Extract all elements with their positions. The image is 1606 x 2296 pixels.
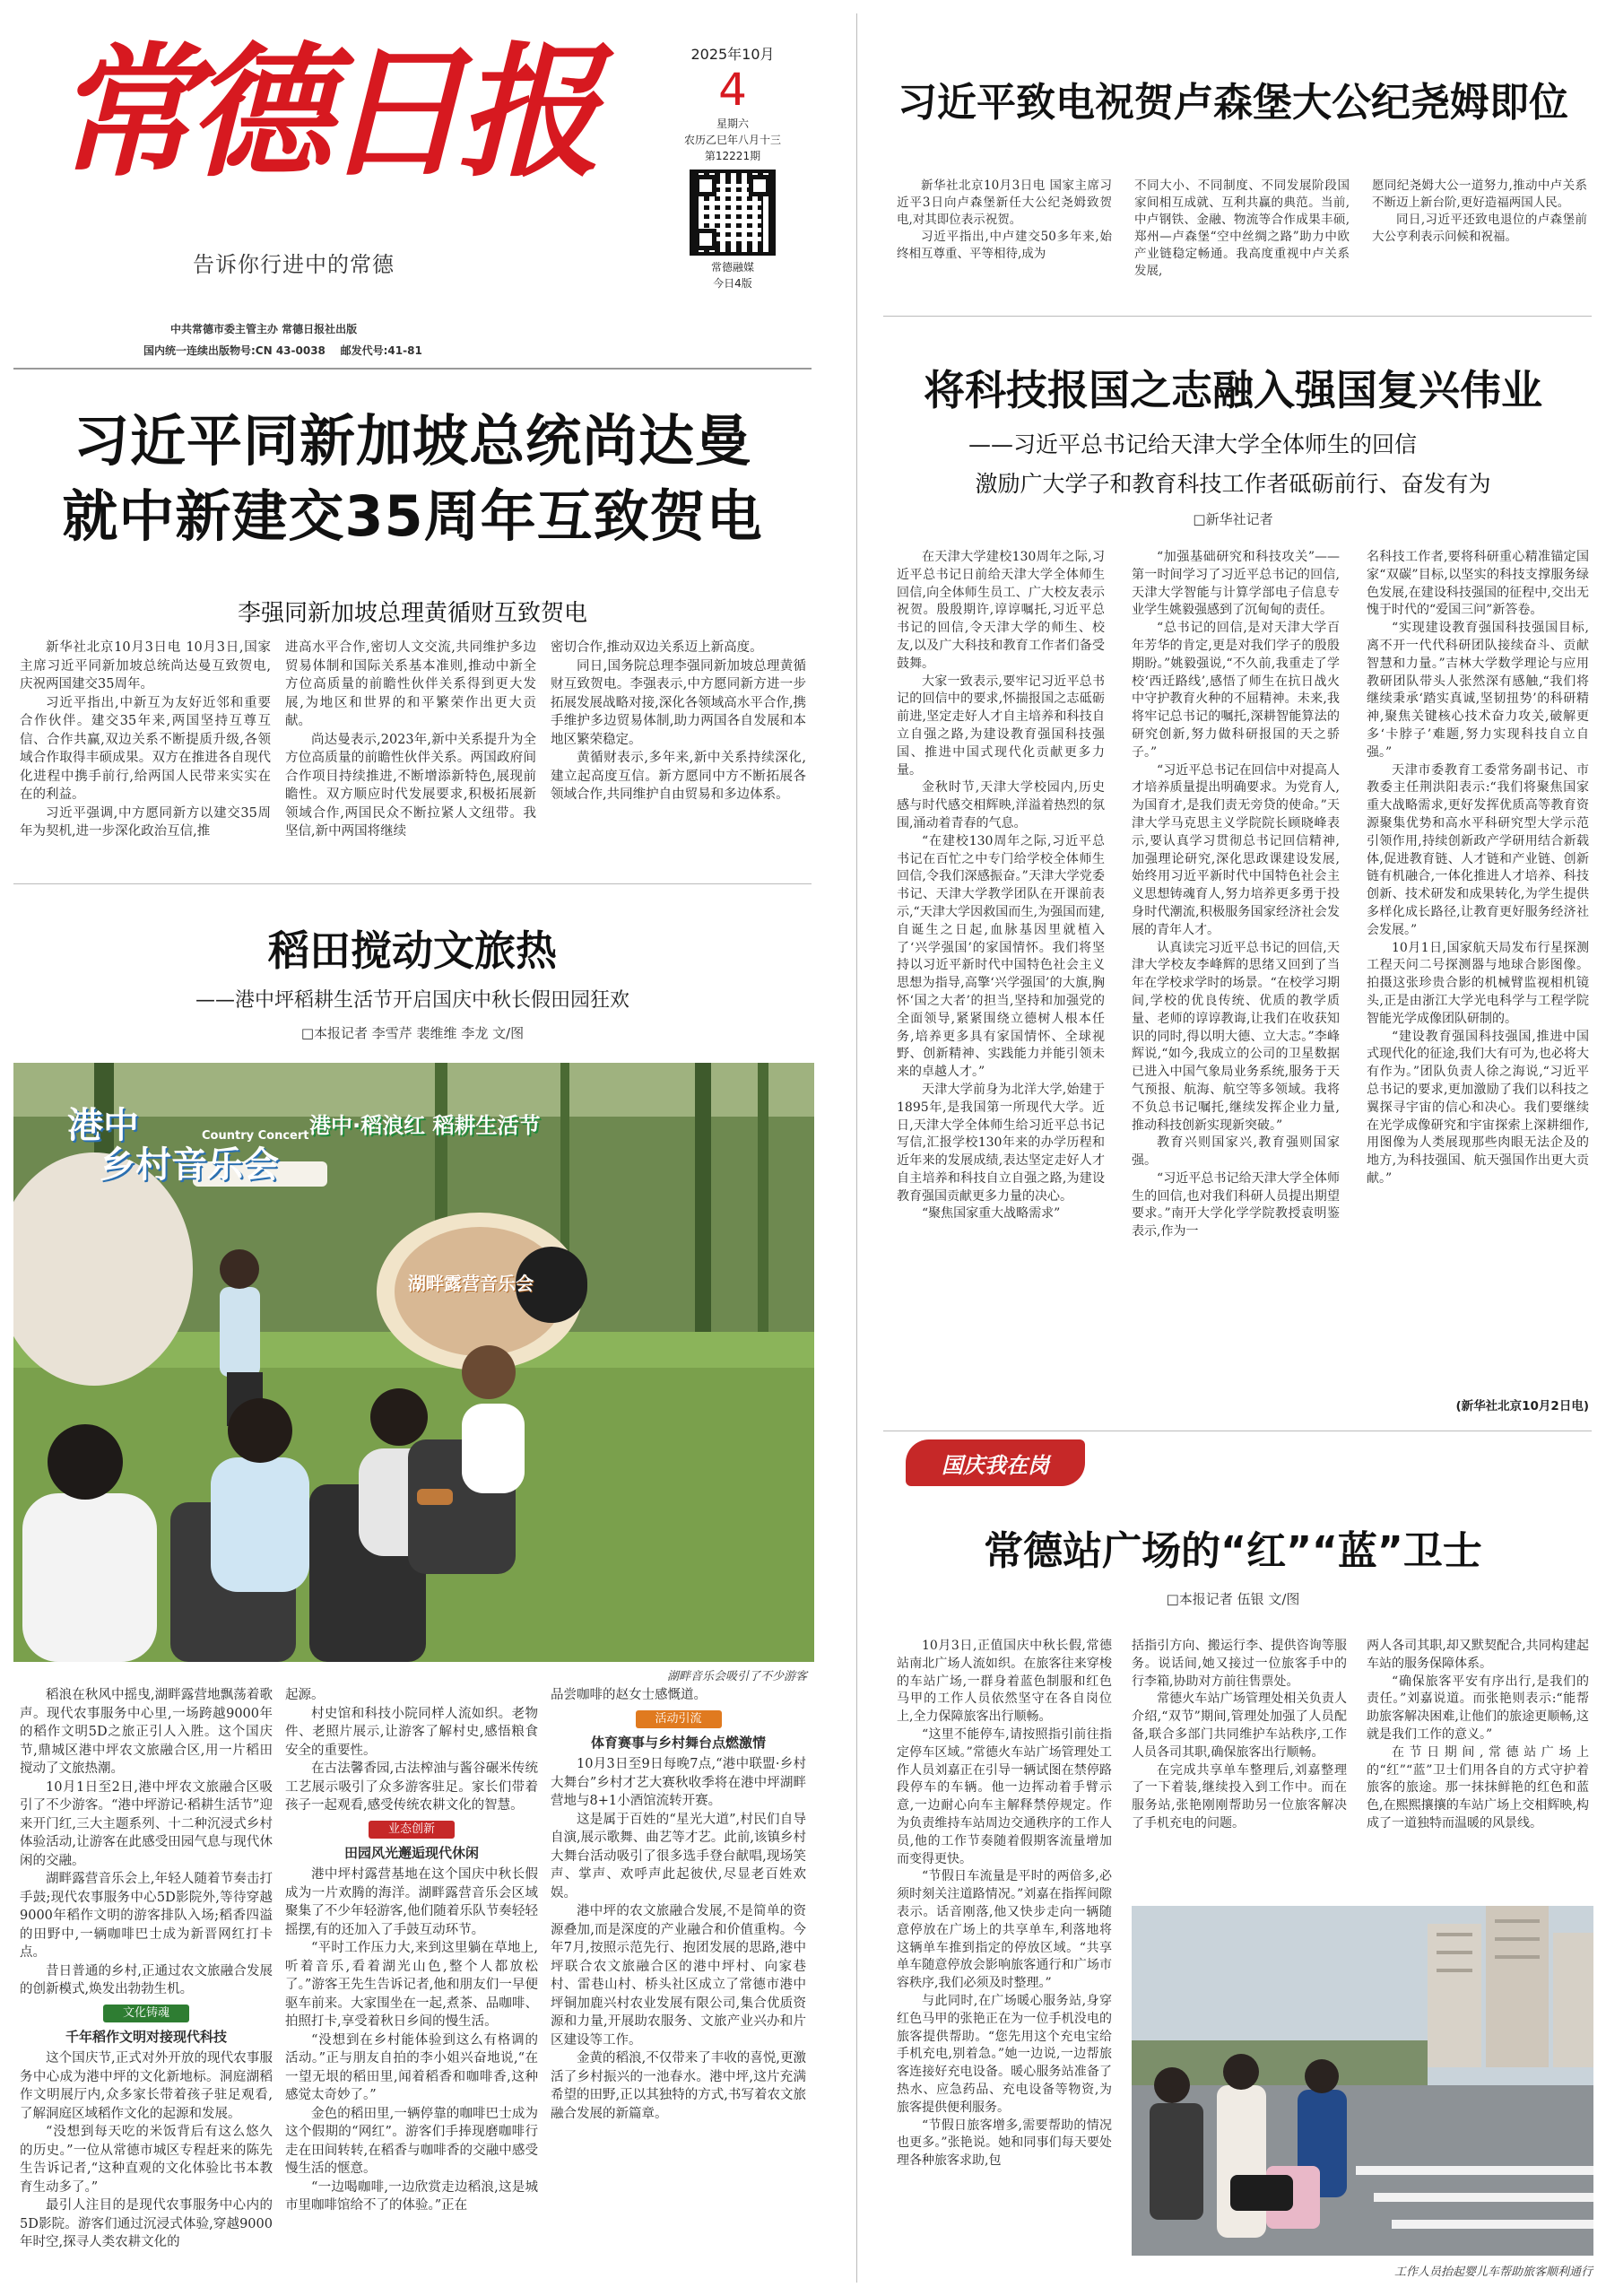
masthead — [0, 0, 812, 368]
station-headline: 常德站广场的“红”“蓝”卫士 — [984, 1528, 1482, 1574]
lead-para: 习近平指出,中新互为友好近邻和重要合作伙伴。建交35年来,两国坚持互尊互信、合作共赢,双边关系不断提质升级,各领域合作取得丰硕成果。双方在推进各自现代化进程中携手前行,给两国人民带来实实在在的利益。 — [20, 695, 271, 802]
lead-para: 黄循财表示,多年来,新中关系持续深化,建立起高度互信。新方愿同中方不断拓展各领域合作,共同维护自由贸易和多边体系。 — [551, 751, 806, 802]
station-para: 括指引方向、搬运行李、提供咨询等服务。说话间,她又接过一位旅客手中的行李箱,协助对方前往售票处。 — [1132, 1639, 1347, 1689]
tianjin-para: 10月1日,国家航天局发布行星探测工程天问二号探测器与地球合影图像。拍摄这张珍贵合影的机械臂监视相机镜头,正是由浙江大学光电科学与工程学院智能光学成像团队研制的。 — [1367, 940, 1589, 1026]
rice-para: 品尝咖啡的赵女士感慨道。 — [551, 1688, 707, 1702]
station-para: “确保旅客平安有序出行,是我们的责任。”刘嘉说道。而张艳则表示:“能帮助旅客解决困难,让他们的旅途更顺畅,这就是我们工作的意义。” — [1367, 1674, 1589, 1742]
rice-para: 港中坪村露营基地在这个国庆中秋长假成为一片欢腾的海洋。湖畔露营音乐会区域聚集了不少年轻游客,他们随着乐队节奏轻轻摇摆,有的还加入了手鼓互动环节。 — [285, 1867, 538, 1937]
tianjin-col-3 — [1367, 549, 1589, 1394]
lead-para: 进高水平合作,密切人文交流,共同维护多边贸易体制和国际关系基本准则,推动中新全方位高质量的前瞻性伙伴关系得到更大发展,为地区和世界的和平繁荣作出更大贡献。 — [285, 640, 536, 728]
tianjin-headline: 将科技报国之志融入强国复兴伟业 — [924, 366, 1542, 414]
issue-number: 第12221期 — [704, 150, 761, 162]
lead-headline — [18, 404, 807, 554]
congrats-para: 同日,习近平还致电退位的卢森堡前大公亨利表示问候和祝福。 — [1372, 213, 1587, 244]
rice-para: 起源。 — [285, 1688, 325, 1702]
qr-label: 常德融媒 — [710, 261, 754, 274]
tianjin-para: 认真读完习近平总书记的回信,天津大学校友李峰辉的思绪又回到了当年在学校求学时的场景。“在校学习期间,学校的优良传统、优质的教学质量、老师的谆谆教诲,让我们在收获知识的同时,得以明大德、立大志。”李峰辉说,“如今,我成立的公司的卫星数据已进入中国气象局业务系统,服务于天气预报、航海、航空等多领域。我将不负总书记嘱托,继续发挥企业力量,推动科技创新实现新突破。” — [1132, 940, 1340, 1133]
station-photo — [1132, 1906, 1593, 2256]
lead-headline-line2: 就中新建交35周年互致贺电 — [62, 483, 763, 549]
masthead-logo: 常德日报 — [54, 28, 593, 196]
date-weekday: 星期六 — [716, 117, 749, 130]
station-para: “这里不能停车,请按照指引前往指定停车区域。”常德火车站广场管理处工作人员刘嘉正在引导一辆试图在禁停路段停车的车辆。他一边挥动着手臂示意,一边耐心向车主解释禁停规定。作为负责维持车站周边交通秩序的工作人员,他的工作节奏随着假期客流量增加而变得更快。 — [897, 1726, 1112, 1866]
rice-para: 10月3日至9日每晚7点,“港中联盟·乡村大舞台”乡村才艺大赛秋收季将在港中坪湖畔营地与8+1小酒馆流转开赛。 — [551, 1757, 806, 1808]
rice-para: “没想到每天吃的米饭背后有这么悠久的历史。”一位从常德市城区专程赶来的陈先生告诉记者,“这种直观的文化体验比书本教育生动多了。” — [20, 2125, 273, 2195]
congrats-divider — [883, 316, 1592, 317]
section-tag-events: 活动引流 — [636, 1710, 722, 1728]
section-tag-innovation: 业态创新 — [369, 1821, 455, 1839]
station-byline: □本报记者 伍银 文/图 — [1166, 1591, 1300, 1607]
congrats-headline: 习近平致电祝贺卢森堡大公纪尧姆即位 — [898, 80, 1568, 126]
station-para: 与此同时,在广场暖心服务站,身穿红色马甲的张艳正在为一位手机没电的旅客提供帮助。“您先用这个充电宝给手机充电,别着急。”她一边说,一边帮旅客连接好充电设备。暖心服务站准备了热水、应急药品、充电设备等物资,为旅客提供便利服务。 — [897, 1993, 1112, 2115]
masthead-divider — [13, 368, 812, 370]
date-year-month: 2025年10月 — [690, 46, 775, 63]
rice-para: “一边喝咖啡,一边欣赏走边稻浪,这是城市里咖啡馆给不了的体验。”正在 — [285, 2179, 538, 2213]
tianjin-para: “总书记的回信,是对天津大学百年芳华的肯定,更是对我们学子的殷殷期盼。”姚毅强说,“不久前,我重走了学校‘西迁路线’,感悟了师生在抗日战火中守护教育火种的不屈精神。未来,我将牢记总书记的嘱托,深耕智能算法的研究创新,努力做科研报国的天之骄子。” — [1132, 621, 1340, 760]
date-lunar: 农历乙巳年八月十三 — [683, 134, 781, 146]
congrats-col-3 — [1372, 178, 1587, 303]
rice-col-1 — [20, 1686, 273, 2287]
photo-banner: 港中·稻浪红 稻耕生活节 — [309, 1113, 541, 1138]
tianjin-subtitle: ——习近平总书记给天津大学全体师生的回信 — [968, 431, 1418, 457]
tianjin-para: “建设教育强国科技强国,推进中国式现代化的征途,我们大有可为,也必将大有作为。”团队负责人徐之海说,“习近平总书记的要求,更加激励了我们以科技之翼探寻宇宙的信心和决心。我们要继续在光学成像研究和宇宙探索上深耕细作,用图像为人类展现那些肉眼无法企及的地方,为科技强国、航天强国作出更大贡献。” — [1367, 1029, 1589, 1186]
tianjin-para: 在天津大学建校130周年之际,习近平总书记日前给天津大学全体师生回信,向全体师生员工、广大校友表示祝贺。殷殷期许,谆谆嘱托,习近平总书记的回信,令天津大学的师生、校友,以及广大科技和教育工作者们备受鼓舞。 — [897, 550, 1105, 671]
station-para: “节假日车流量是平时的两倍多,必须时刻关注道路情况。”刘嘉在指挥间隙表示。话音刚落,他又快步走向一辆随意停放在广场上的共享单车,利落地将这辆单车推到指定的停放区域。“共享单车随意停放会影响旅客通行和广场市容秩序,我们必须及时整理。” — [897, 1869, 1112, 1991]
congrats-para: 新华社北京10月3日电 国家主席习近平3日向卢森堡新任大公纪尧姆致贺电,对其即位表示祝贺。 — [897, 178, 1112, 227]
masthead-cn-number: 国内统一连续出版物号:CN 43-0038 — [143, 344, 326, 357]
rice-para: 金黄的稻浪,不仅带来了丰收的喜悦,更激活了乡村振兴的一池春水。港中坪,这片充满希望的田野,正以其独特的方式,书写着农文旅融合发展的新篇章。 — [551, 2051, 806, 2121]
rice-para: 金色的稻田里,一辆停靠的咖啡巴士成为这个假期的“网红”。游客们手捧现磨咖啡行走在田间转转,在稻香与咖啡香的交融中感受慢生活的惬意。 — [285, 2106, 538, 2176]
lead-col-3 — [551, 639, 806, 870]
tianjin-para: “习近平总书记给天津大学全体师生的回信,也对我们科研人员提出期望要求。”南开大学化学学院教授袁明鉴表示,作为一 — [1132, 1170, 1340, 1239]
rice-photo-caption: 湖畔音乐会吸引了不少游客 — [666, 1670, 807, 1683]
masthead-cn — [143, 343, 422, 358]
lead-col-2 — [285, 639, 536, 870]
rice-para: 这是属于百姓的“星光大道”,村民们自导自演,展示歌舞、曲艺等才艺。此前,该镇乡村大舞台活动吸引了很多选手登台献唱,现场笑声、掌声、欢呼声此起彼伏,尽显老百姓欢娱。 — [551, 1812, 806, 1900]
tianjin-para: 金秋时节,天津大学校园内,历史感与时代感交相辉映,洋溢着热烈的氛围,涌动着青春的气息。 — [897, 780, 1105, 831]
photo-sign-line2: 乡村音乐会 — [100, 1144, 279, 1186]
tianjin-para: “聚焦国家重大战略需求” — [922, 1206, 1061, 1222]
rice-para: 10月1日至2日,港中坪农文旅融合区吸引了不少游客。“港中坪游记·稻耕生活节”迎来开门红,三大主题系列、十二种沉浸式乡村体验活动,让游客在此感受田园气息与现代休闲的交融。 — [20, 1779, 273, 1868]
tianjin-subtitle-2: 激励广大学子和教育科技工作者砥砺前行、奋发有为 — [975, 471, 1491, 497]
station-col-3 — [1367, 1638, 1589, 1907]
rice-para: 昔日普通的乡村,正通过农文旅融合发展的创新模式,焕发出勃勃生机。 — [20, 1963, 273, 1996]
rice-para: 湖畔露营音乐会上,年轻人随着节奏击打手鼓;现代农事服务中心5D影院外,等待穿越9000年稻作文明的游客排队入场;稻香四溢的田野中,一辆咖啡巴士成为新晋网红打卡点。 — [20, 1872, 273, 1960]
lead-col-1 — [20, 639, 271, 870]
rice-para: “平时工作压力大,来到这里躺在草地上,听着音乐,看着湖光山色,整个人都放松了。”游客王先生告诉记者,他和朋友们一早便驱车前来。大家围坐在一起,煮茶、品咖啡、拍照打卡,享受着秋日乡间的慢生活。 — [285, 1941, 538, 2029]
rice-byline: □本报记者 李雪芹 裴维维 李龙 文/图 — [300, 1025, 525, 1041]
station-col-1 — [897, 1638, 1112, 2283]
tianjin-col-2 — [1132, 549, 1340, 1419]
page-gutter — [856, 13, 857, 2283]
rice-subhead-1: 千年稻作文明对接现代科技 — [65, 2028, 227, 2045]
lead-subtitle: 李强同新加坡总理黄循财互致贺电 — [237, 600, 587, 627]
tianjin-byline: □新华社记者 — [1193, 511, 1273, 527]
tianjin-para: 大家一致表示,要牢记习近平总书记的回信中的要求,怀揣报国之志砥砺前进,坚定走好人才自主培养和科技自立自强之路,为建设教育强国科技强国、推进中国式现代化贡献更多力量。 — [897, 674, 1105, 778]
qr-code[interactable] — [690, 170, 776, 256]
rice-para: 这个国庆节,正式对外开放的现代农事服务中心成为港中坪的文化新地标。洞庭湖稻作文明展厅内,众多家长带着孩子驻足观看,了解洞庭区域稻作文化的起源和发展。 — [20, 2051, 273, 2121]
station-photo-scene — [1132, 1906, 1593, 2256]
lead-para: 密切合作,推动双边关系迈上新高度。 — [551, 640, 763, 655]
rice-subtitle: ——港中坪稻耕生活节开启国庆中秋长假田园狂欢 — [195, 989, 629, 1012]
date-day: 4 — [718, 64, 747, 116]
congrats-para: 不同大小、不同制度、不同发展阶段国家间相互成就、互利共赢的典范。当前,中卢钢铁、金融、物流等合作成果丰硕,郑州—卢森堡“空中丝绸之路”助力中欧产业链稳定畅通。我高度重视中卢关系发展, — [1134, 178, 1350, 278]
tianjin-para: 天津市委教育工委常务副书记、市教委主任荆洪阳表示:“我们将聚焦国家重大战略需求,更好发挥优质高等教育资源聚集优势和高水平科研究型大学示范引领作用,持续创新政产学研用结合新载体,促进教育链、人才链和产业链、创新链有机融合,一体化推进人才培养、科技创新、技术研发和成果转化,为学生提供多样化成长路径,让教育更好服务经济社会发展。” — [1367, 762, 1589, 937]
tianjin-col-1 — [897, 549, 1105, 1419]
tianjin-para: 教育兴则国家兴,教育强则国家强。 — [1132, 1135, 1340, 1169]
lead-para: 同日,国务院总理李强同新加坡总理黄循财互致贺电。李强表示,中方愿同新方进一步拓展发展战略对接,深化各领域高水平合作,携手维护多边贸易体制,助力两国各自发展和本地区繁荣稳定。 — [551, 658, 806, 747]
tianjin-para: “在建校130周年之际,习近平总书记在百忙之中专门给学校全体师生回信,令我们深感振奋。”天津大学党委书记、天津大学教学团队在开课前表示,“天津大学因救国而生,为强国而建,自诞生之日起,血脉基因里就植入了‘兴学强国’的家国情怀。我们将坚持以习近平新时代中国特色社会主义思想为指导,高擎‘兴学强国’的大旗,胸怀‘国之大者’的担当,坚持和加强党的全面领导,紧紧围绕立德树人根本任务,培养更多具有家国情怀、全球视野、创新精神、实践能力并能引领未来的卓越人才。” — [897, 833, 1105, 1080]
tianjin-para: 名科技工作者,要将科研重心精准锚定国家“双碳”目标,以坚实的科技支撑服务绿色发展,在建设科技强国的征程中,交出无愧于时代的“爱国三问”新答卷。 — [1367, 550, 1589, 618]
rice-subhead-2: 田园风光邂逅现代休闲 — [343, 1844, 479, 1861]
tianjin-para: “加强基础研究和科技攻关”——第一时间学习了习近平总书记的回信,天津大学智能与计算学部电子信息专业学生姚毅强感到了沉甸甸的责任。 — [1132, 550, 1340, 618]
rice-col-2 — [285, 1686, 538, 2287]
rice-col-3 — [551, 1686, 806, 2287]
lead-headline-line1: 习近平同新加坡总统尚达曼 — [73, 408, 751, 474]
rice-para: 稻浪在秋风中摇曳,湖畔露营地飘荡着歌声。现代农事服务中心里,一场跨越9000年的稻作文明5D之旅正引人入胜。这个国庆节,鼎城区港中坪农文旅融合区,用一片稻田搅动了文旅热潮。 — [20, 1688, 273, 1776]
rice-para: 村史馆和科技小院同样人流如织。老物件、老照片展示,让游客了解村史,感悟粮食安全的重要性。 — [285, 1706, 538, 1758]
lead-divider — [13, 883, 812, 884]
congrats-para: 愿同纪尧姆大公一道努力,推动中卢关系不断迈上新台阶,更好造福两国人民。 — [1372, 178, 1587, 210]
column-badge-label: 国庆我在岗 — [942, 1451, 1049, 1478]
column-badge — [906, 1439, 1085, 1486]
date-box — [665, 43, 800, 291]
tianjin-para: 天津大学前身为北洋大学,始建于1895年,是我国第一所现代大学。近日,天津大学全体师生给习近平总书记写信,汇报学校130年来的办学历程和近年来的发展成绩,表达坚定走好人才自主培养和科技自立自强之路,为建设教育强国贡献更多力量的决心。 — [897, 1082, 1105, 1204]
tianjin-para: “实现建设教育强国科技强国目标,离不开一代代科研团队接续奋斗、贡献智慧和力量。”吉林大学数学理论与应用教研团队带头人张然深有感触,“我们将继续秉承‘踏实真诚,坚韧扭势’的科研精神,聚焦关键核心技术奋力攻关,破解更多‘卡脖子’难题,努力实现科技自立自强。” — [1367, 621, 1589, 760]
rice-subhead-3: 体育赛事与乡村舞台点燃激情 — [590, 1734, 766, 1751]
station-para: 常德火车站广场管理处相关负责人介绍,“双节”期间,管理处加强了人员配备,联合多部门共同维护车站秩序,工作人员各司其职,确保旅客出行顺畅。 — [1132, 1692, 1347, 1760]
rice-para: “没想到在乡村能体验到这么有格调的活动。”正与朋友自拍的李小姐兴奋地说,“在一望无垠的稻田里,闻着稻香和咖啡香,这种感觉太奇妙了。” — [285, 2032, 538, 2102]
photo-sign-line3: Country Concert — [202, 1129, 309, 1143]
station-photo-caption: 工作人员抬起婴儿车帮助旅客顺利通行 — [1393, 2266, 1593, 2279]
congrats-para: 习近平指出,中卢建交50多年来,始终相互尊重、平等相待,成为 — [897, 230, 1112, 261]
pages-count: 今日4版 — [713, 277, 752, 290]
lead-para: 新华社北京10月3日电 10月3日,国家主席习近平同新加坡总统尚达曼互致贺电,庆祝两国建交35周年。 — [20, 640, 271, 691]
lead-para: 习近平强调,中方愿同新方以建交35周年为契机,进一步深化政治互信,推 — [20, 805, 271, 839]
rice-para: 港中坪的农文旅融合发展,不是简单的资源叠加,而是深度的产业融合和价值重构。今年7月,按照示范先行、抱团发展的思路,港中坪联合农文旅融合区的港中坪村、向家巷村、雷巷山村、桥头社区成立了常德市港中坪铜加鹿兴村农业发展有限公司,集合优质资源和力量,开展助农服务、文旅产业兴办和片区建设等工作。 — [551, 1904, 806, 2048]
masthead-sponsor: 中共常德市委主管主办 常德日报社出版 — [170, 323, 358, 335]
masthead-postal-code: 邮发代号:41-81 — [340, 344, 422, 357]
photo-tent-sign: 湖畔露营音乐会 — [408, 1273, 534, 1294]
station-para: 在节日期间,常德站广场上的“红”“蓝”卫士们用各自的方式守护着旅客的旅途。那一抹抹鲜艳的红色和蓝色,在熙熙攘攘的车站广场上交相辉映,构成了一道独特而温暖的风景线。 — [1367, 1744, 1589, 1831]
photo-sign-line1: 港中 — [67, 1105, 139, 1146]
station-para: 10月3日,正值国庆中秋长假,常德站南北广场人流如织。在旅客往来穿梭的车站广场,一群身着蓝色制服和红色马甲的工作人员依然坚守在各自岗位上,全力保障旅客出行顺畅。 — [897, 1639, 1112, 1725]
section-tag-culture: 文化铸魂 — [103, 2005, 189, 2022]
station-para: 在完成共享单车整理后,刘嘉整理了一下着装,继续投入到工作中。而在服务站,张艳刚刚帮助另一位旅客解决了手机充电的问题。 — [1132, 1762, 1347, 1831]
station-para: 两人各司其职,却又默契配合,共同构建起车站的服务保障体系。 — [1367, 1639, 1589, 1671]
tianjin-para: “习近平总书记在回信中对提高人才培养质量提出明确要求。为党育人,为国育才,是我们责无旁贷的使命。”天津大学马克思主义学院院长顾晓峰表示,要认真学习贯彻总书记回信精神,加强理论研究,深化思政课建设发展,始终用习近平新时代中国特色社会主义思想铸魂育人,努力培养更多勇于投身时代潮流,积极服务国家经济社会发展的青年人才。 — [1132, 762, 1340, 937]
rice-para: 在古法馨香园,古法榨油与酱谷碾米传统工艺展示吸引了众多游客驻足。家长们带着孩子一起观看,感受传统农耕文化的智慧。 — [285, 1761, 538, 1813]
rice-photo — [13, 1063, 814, 1662]
rice-headline: 稻田搅动文旅热 — [268, 926, 557, 975]
station-col-2 — [1132, 1638, 1347, 1907]
congrats-col-1 — [897, 178, 1112, 303]
tianjin-credit: (新华社北京10月2日电) — [1455, 1399, 1589, 1413]
station-para: “节假日旅客增多,需要帮助的情况也更多。”张艳说。她和同事们每天要处理各种旅客求助,包 — [897, 2118, 1112, 2169]
rice-para: 最引人注目的是现代农事服务中心内的5D影院。游客们通过沉浸式体验,穿越9000年时空,探寻人类农耕文化的 — [20, 2198, 273, 2249]
photo-sign-concert — [67, 1106, 318, 1185]
lead-para: 尚达曼表示,2023年,新中关系提升为全方位高质量的前瞻性伙伴关系。两国政府间合作项目持续推进,不断增添新特色,展现前瞻性。双方顺应时代发展要求,积极拓展新领域合作,两国民众不断拉紧人文纽带。我坚信,新中两国将继续 — [285, 732, 536, 839]
masthead-slogan: 告诉你行进中的常德 — [193, 252, 395, 277]
congrats-col-2 — [1134, 178, 1350, 303]
